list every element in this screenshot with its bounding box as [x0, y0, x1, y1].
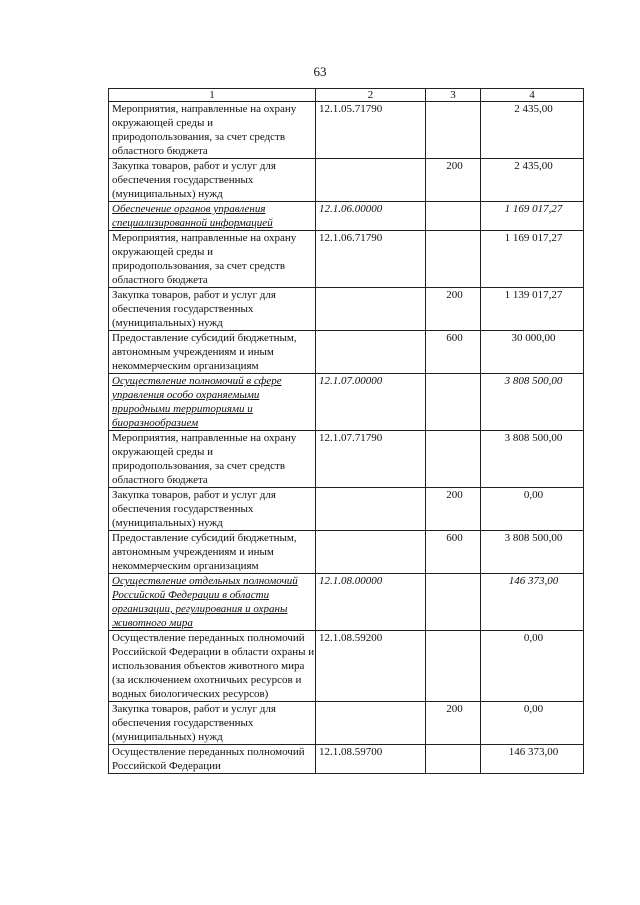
row-name-cell	[109, 159, 316, 202]
row-code-cell	[316, 531, 426, 574]
row-sum-cell-text: 3 808 500,00	[504, 432, 563, 444]
table-row	[109, 331, 584, 374]
row-name-cell-text: Предоставление субсидий бюджетным, автономным учреждениям и иным некоммерческим организациям	[112, 332, 297, 372]
table-row	[109, 631, 584, 702]
row-name-cell-text: Закупка товаров, работ и услуг для обеспечения государственных (муниципальных) нужд	[112, 703, 276, 743]
row-sum-cell-text: 2 435,00	[514, 160, 553, 172]
row-name-cell-text: Осуществление переданных полномочий Российской Федерации в области охраны и использования объектов животного мира (за исключением охотничьих ресурсов и водных биологических ресурсов)	[112, 632, 315, 700]
row-type-cell	[426, 159, 481, 202]
row-type-cell	[426, 745, 481, 774]
row-sum-cell	[481, 288, 584, 331]
row-code-cell	[316, 374, 426, 431]
row-type-cell	[426, 231, 481, 288]
row-type-cell	[426, 531, 481, 574]
row-code-cell-text: 12.1.05.71790	[319, 103, 383, 115]
column-header-4: 4	[481, 89, 584, 102]
row-type-cell-text: 200	[446, 489, 463, 501]
row-code-cell	[316, 431, 426, 488]
row-code-cell-text: 12.1.08.00000	[319, 575, 383, 587]
column-header-1: 1	[109, 89, 316, 102]
row-name-cell	[109, 431, 316, 488]
row-name-cell-text: Осуществление отдельных полномочий Российской Федерации в области организации, регулирования и охраны животного мира	[112, 575, 298, 629]
row-sum-cell	[481, 159, 584, 202]
row-name-cell	[109, 531, 316, 574]
row-type-cell-text: 600	[446, 532, 463, 544]
table-row	[109, 531, 584, 574]
row-type-cell	[426, 631, 481, 702]
row-type-cell-text: 200	[446, 703, 463, 715]
row-sum-cell	[481, 331, 584, 374]
row-sum-cell-text: 0,00	[523, 489, 544, 501]
table-row	[109, 702, 584, 745]
row-sum-cell-text: 2 435,00	[514, 103, 553, 115]
header-row	[109, 89, 584, 102]
row-sum-cell	[481, 431, 584, 488]
row-sum-cell	[481, 531, 584, 574]
row-sum-cell	[481, 102, 584, 159]
row-type-cell	[426, 374, 481, 431]
row-type-cell	[426, 702, 481, 745]
row-code-cell-text: 12.1.06.00000	[319, 203, 383, 215]
row-sum-cell-text: 1 139 017,27	[504, 289, 563, 301]
row-code-cell-text: 12.1.06.71790	[319, 232, 383, 244]
table-row	[109, 574, 584, 631]
row-name-cell-text: Закупка товаров, работ и услуг для обеспечения государственных (муниципальных) нужд	[112, 489, 276, 529]
row-name-cell	[109, 574, 316, 631]
row-name-cell	[109, 231, 316, 288]
row-name-cell-text: Осуществление переданных полномочий Российской Федерации	[112, 746, 305, 772]
row-sum-cell-text: 1 169 017,27	[504, 203, 563, 215]
row-name-cell	[109, 488, 316, 531]
row-name-cell	[109, 102, 316, 159]
row-type-cell-text: 200	[446, 160, 463, 172]
table-row	[109, 102, 584, 159]
row-type-cell	[426, 431, 481, 488]
table-row	[109, 745, 584, 774]
row-name-cell	[109, 202, 316, 231]
row-name-cell	[109, 374, 316, 431]
row-code-cell	[316, 745, 426, 774]
row-sum-cell	[481, 231, 584, 288]
column-header-3: 3	[426, 89, 481, 102]
row-name-cell-text: Мероприятия, направленные на охрану окружающей среды и природопользования, за счет средств областного бюджета	[112, 432, 297, 486]
row-code-cell	[316, 202, 426, 231]
row-code-cell	[316, 288, 426, 331]
row-code-cell	[316, 702, 426, 745]
row-name-cell	[109, 745, 316, 774]
row-sum-cell	[481, 488, 584, 531]
row-name-cell-text: Обеспечение органов управления специализированной информацией	[112, 203, 273, 229]
table-row	[109, 288, 584, 331]
row-type-cell	[426, 488, 481, 531]
row-type-cell-text: 200	[446, 289, 463, 301]
table-body	[109, 102, 584, 774]
row-type-cell-text: 600	[446, 332, 463, 344]
row-name-cell-text: Мероприятия, направленные на охрану окружающей среды и природопользования, за счет средств областного бюджета	[112, 103, 297, 157]
row-type-cell	[426, 102, 481, 159]
row-name-cell	[109, 288, 316, 331]
page-number: 63	[313, 64, 327, 79]
row-code-cell	[316, 574, 426, 631]
row-type-cell	[426, 574, 481, 631]
row-code-cell	[316, 102, 426, 159]
row-code-cell-text: 12.1.08.59200	[319, 632, 383, 644]
table-row	[109, 488, 584, 531]
row-sum-cell-text: 1 169 017,27	[504, 232, 563, 244]
row-code-cell-text: 12.1.08.59700	[319, 746, 383, 758]
table-row	[109, 231, 584, 288]
row-code-cell	[316, 631, 426, 702]
row-sum-cell	[481, 202, 584, 231]
table-row	[109, 159, 584, 202]
row-sum-cell	[481, 631, 584, 702]
row-name-cell-text: Мероприятия, направленные на охрану окружающей среды и природопользования, за счет средств областного бюджета	[112, 232, 297, 286]
row-sum-cell-text: 0,00	[523, 632, 544, 644]
table-row	[109, 202, 584, 231]
table-row	[109, 374, 584, 431]
row-type-cell	[426, 331, 481, 374]
row-name-cell	[109, 331, 316, 374]
row-code-cell	[316, 159, 426, 202]
row-code-cell	[316, 331, 426, 374]
column-header-2: 2	[316, 89, 426, 102]
row-code-cell-text: 12.1.07.71790	[319, 432, 383, 444]
row-name-cell-text: Осуществление полномочий в сфере управления особо охраняемыми природными территориями и биоразнообразием	[112, 375, 282, 429]
row-sum-cell-text: 3 808 500,00	[504, 532, 563, 544]
row-name-cell	[109, 631, 316, 702]
row-sum-cell-text: 146 373,00	[508, 575, 559, 587]
row-name-cell-text: Предоставление субсидий бюджетным, автономным учреждениям и иным некоммерческим организациям	[112, 532, 297, 572]
row-code-cell-text: 12.1.07.00000	[319, 375, 383, 387]
row-type-cell	[426, 288, 481, 331]
row-name-cell-text: Закупка товаров, работ и услуг для обеспечения государственных (муниципальных) нужд	[112, 160, 276, 200]
row-name-cell	[109, 702, 316, 745]
row-sum-cell-text: 146 373,00	[508, 746, 559, 758]
row-type-cell	[426, 202, 481, 231]
row-sum-cell	[481, 745, 584, 774]
row-code-cell	[316, 488, 426, 531]
row-sum-cell	[481, 374, 584, 431]
row-sum-cell-text: 0,00	[523, 703, 544, 715]
row-sum-cell-text: 30 000,00	[511, 332, 556, 344]
row-sum-cell	[481, 702, 584, 745]
budget-table	[108, 88, 584, 774]
row-code-cell	[316, 231, 426, 288]
row-name-cell-text: Закупка товаров, работ и услуг для обеспечения государственных (муниципальных) нужд	[112, 289, 276, 329]
row-sum-cell-text: 3 808 500,00	[504, 375, 563, 387]
table-row	[109, 431, 584, 488]
row-sum-cell	[481, 574, 584, 631]
